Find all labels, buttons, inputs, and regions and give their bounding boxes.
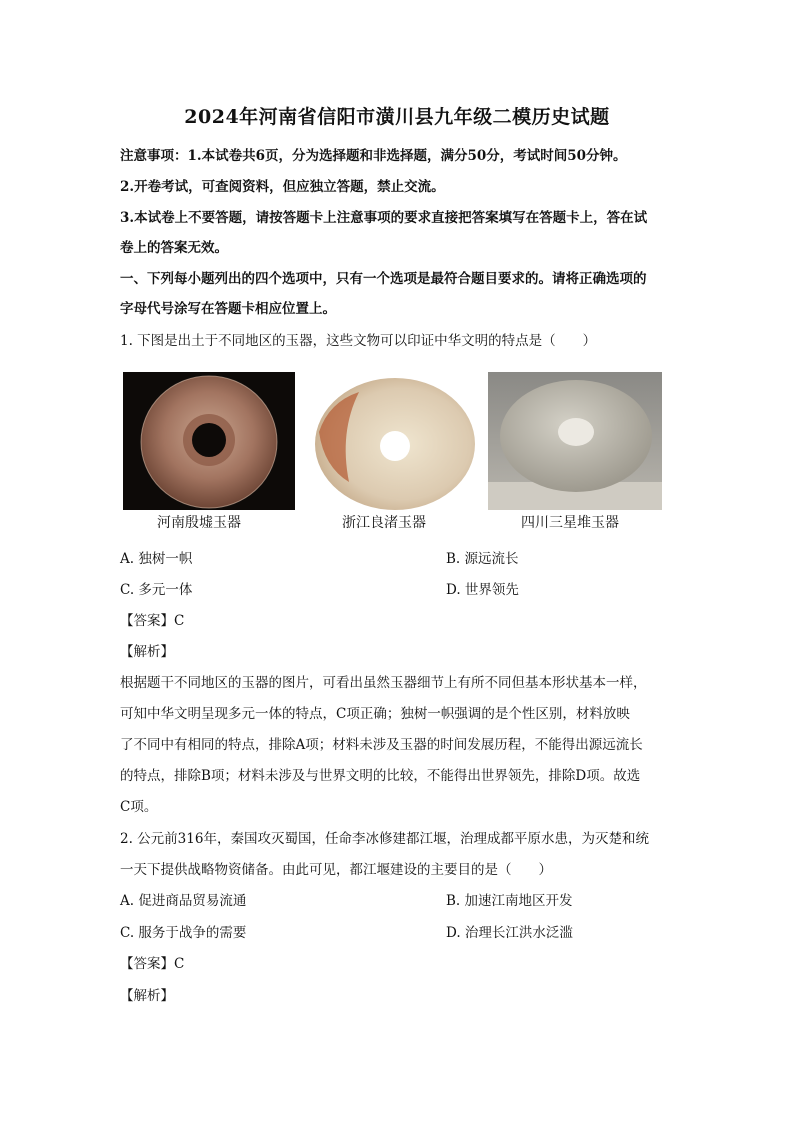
question-2-stem-line-2: 一天下提供战略物资储备。由此可见，都江堰建设的主要目的是（ ） (120, 862, 552, 878)
q1-option-d: D. 世界领先 (446, 582, 519, 598)
q1-analysis-line-4: 的特点，排除B项；材料未涉及与世界文明的比较，不能得出世界领先，排除D项。故选 (120, 768, 641, 784)
notes-line-4: 卷上的答案无效。 (120, 240, 228, 256)
q2-option-a: A. 促进商品贸易流通 (120, 893, 247, 909)
q1-analysis-line-5: C项。 (120, 799, 158, 815)
notes-line-1: 注意事项：1.本试卷共6页，分为选择题和非选择题，满分50分，考试时间50分钟。 (120, 148, 627, 164)
q2-option-d: D. 治理长江洪水泛滥 (446, 925, 573, 941)
question-1-stem: 1. 下图是出土于不同地区的玉器，这些文物可以印证中华文明的特点是（ ） (120, 333, 597, 349)
q2-analysis-label: 【解析】 (120, 988, 174, 1004)
section-header-line-1: 一、下列每小题列出的四个选项中，只有一个选项是最符合题目要求的。请将正确选项的 (120, 271, 647, 287)
q1-answer: 【答案】C (120, 613, 185, 629)
q2-option-b: B. 加速江南地区开发 (446, 893, 573, 909)
notes-line-2: 2.开卷考试，可查阅资料，但应独立答题，禁止交流。 (120, 179, 445, 195)
q2-option-c: C. 服务于战争的需要 (120, 925, 247, 941)
jade-photo-yinxu (123, 372, 295, 510)
question-2-stem-line-1: 2. 公元前316年，秦国攻灭蜀国，任命李冰修建都江堰，治理成都平原水患，为灭楚和统 (120, 831, 649, 847)
q1-analysis-label: 【解析】 (120, 644, 174, 660)
caption-sanxingdui: 四川三星堆玉器 (521, 515, 619, 531)
q1-option-b: B. 源远流长 (446, 551, 519, 567)
section-header-line-2: 字母代号涂写在答题卡相应位置上。 (120, 301, 336, 317)
q1-analysis-line-3: 了不同中有相同的特点，排除A项；材料未涉及玉器的时间发展历程，不能得出源远流长 (120, 737, 643, 753)
jade-photo-sanxingdui (488, 372, 662, 510)
q1-option-c: C. 多元一体 (120, 582, 193, 598)
jade-photo-liangzhu (309, 372, 477, 510)
q1-analysis-line-2: 可知中华文明呈现多元一体的特点，C项正确；独树一帜强调的是个性区别，材料放映 (120, 706, 630, 722)
notes-line-3: 3.本试卷上不要答题，请按答题卡上注意事项的要求直接把答案填写在答题卡上，答在试 (120, 210, 648, 226)
caption-liangzhu: 浙江良渚玉器 (342, 515, 426, 531)
q1-analysis-line-1: 根据题干不同地区的玉器的图片，可看出虽然玉器细节上有所不同但基本形状基本一样， (120, 675, 647, 691)
q1-option-a: A. 独树一帜 (120, 551, 193, 567)
page-title: 2024年河南省信阳市潢川县九年级二模历史试题 (184, 106, 610, 128)
q2-answer: 【答案】C (120, 956, 185, 972)
caption-yinxu: 河南殷墟玉器 (157, 515, 241, 531)
